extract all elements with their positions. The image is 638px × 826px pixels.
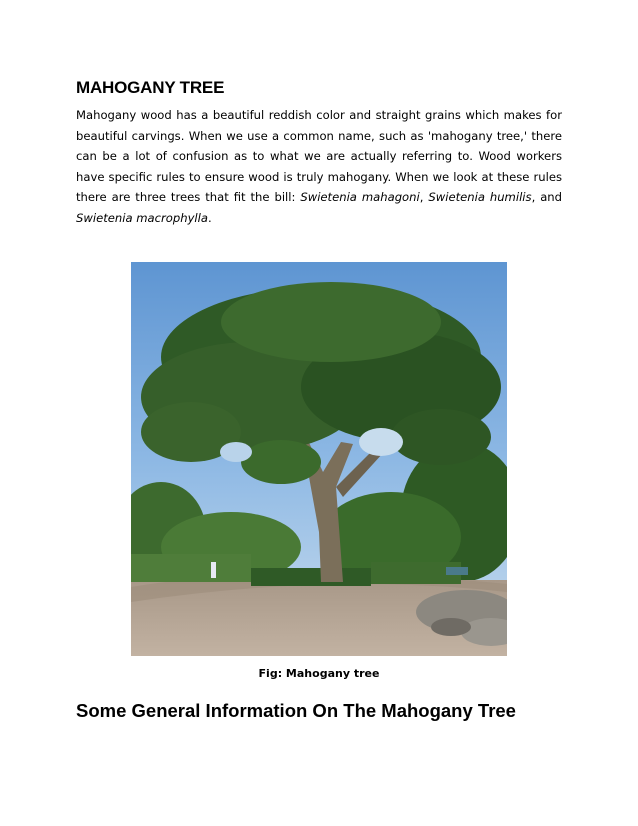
intro-paragraph bbox=[76, 105, 562, 228]
figure-caption: Fig: Mahogany tree bbox=[258, 667, 380, 680]
separator: , bbox=[419, 190, 429, 204]
section-heading: Some General Information On The Mahogany Tree bbox=[76, 700, 516, 721]
separator: , and bbox=[531, 190, 563, 204]
species-humilis: Swietenia humilis bbox=[428, 190, 532, 204]
species-macrophylla: Swietenia macrophylla bbox=[76, 210, 208, 225]
page-title: MAHOGANY TREE bbox=[76, 78, 225, 97]
species-mahagoni: Swietenia mahagoni bbox=[300, 190, 420, 204]
paragraph-end: . bbox=[207, 210, 212, 225]
paragraph-text: Mahogany wood has a beautiful reddish color and straight grains which makes for beautiful carvings. When we use a common name, such as 'mahogany tree,' there can be a lot of confusion as to what we are actually referring to. Wood workers have specific rules to ensure wood is truly mahogany. When we look at these rules there are three trees that fit the bill: bbox=[76, 108, 562, 204]
mahogany-tree-photo bbox=[131, 262, 507, 656]
